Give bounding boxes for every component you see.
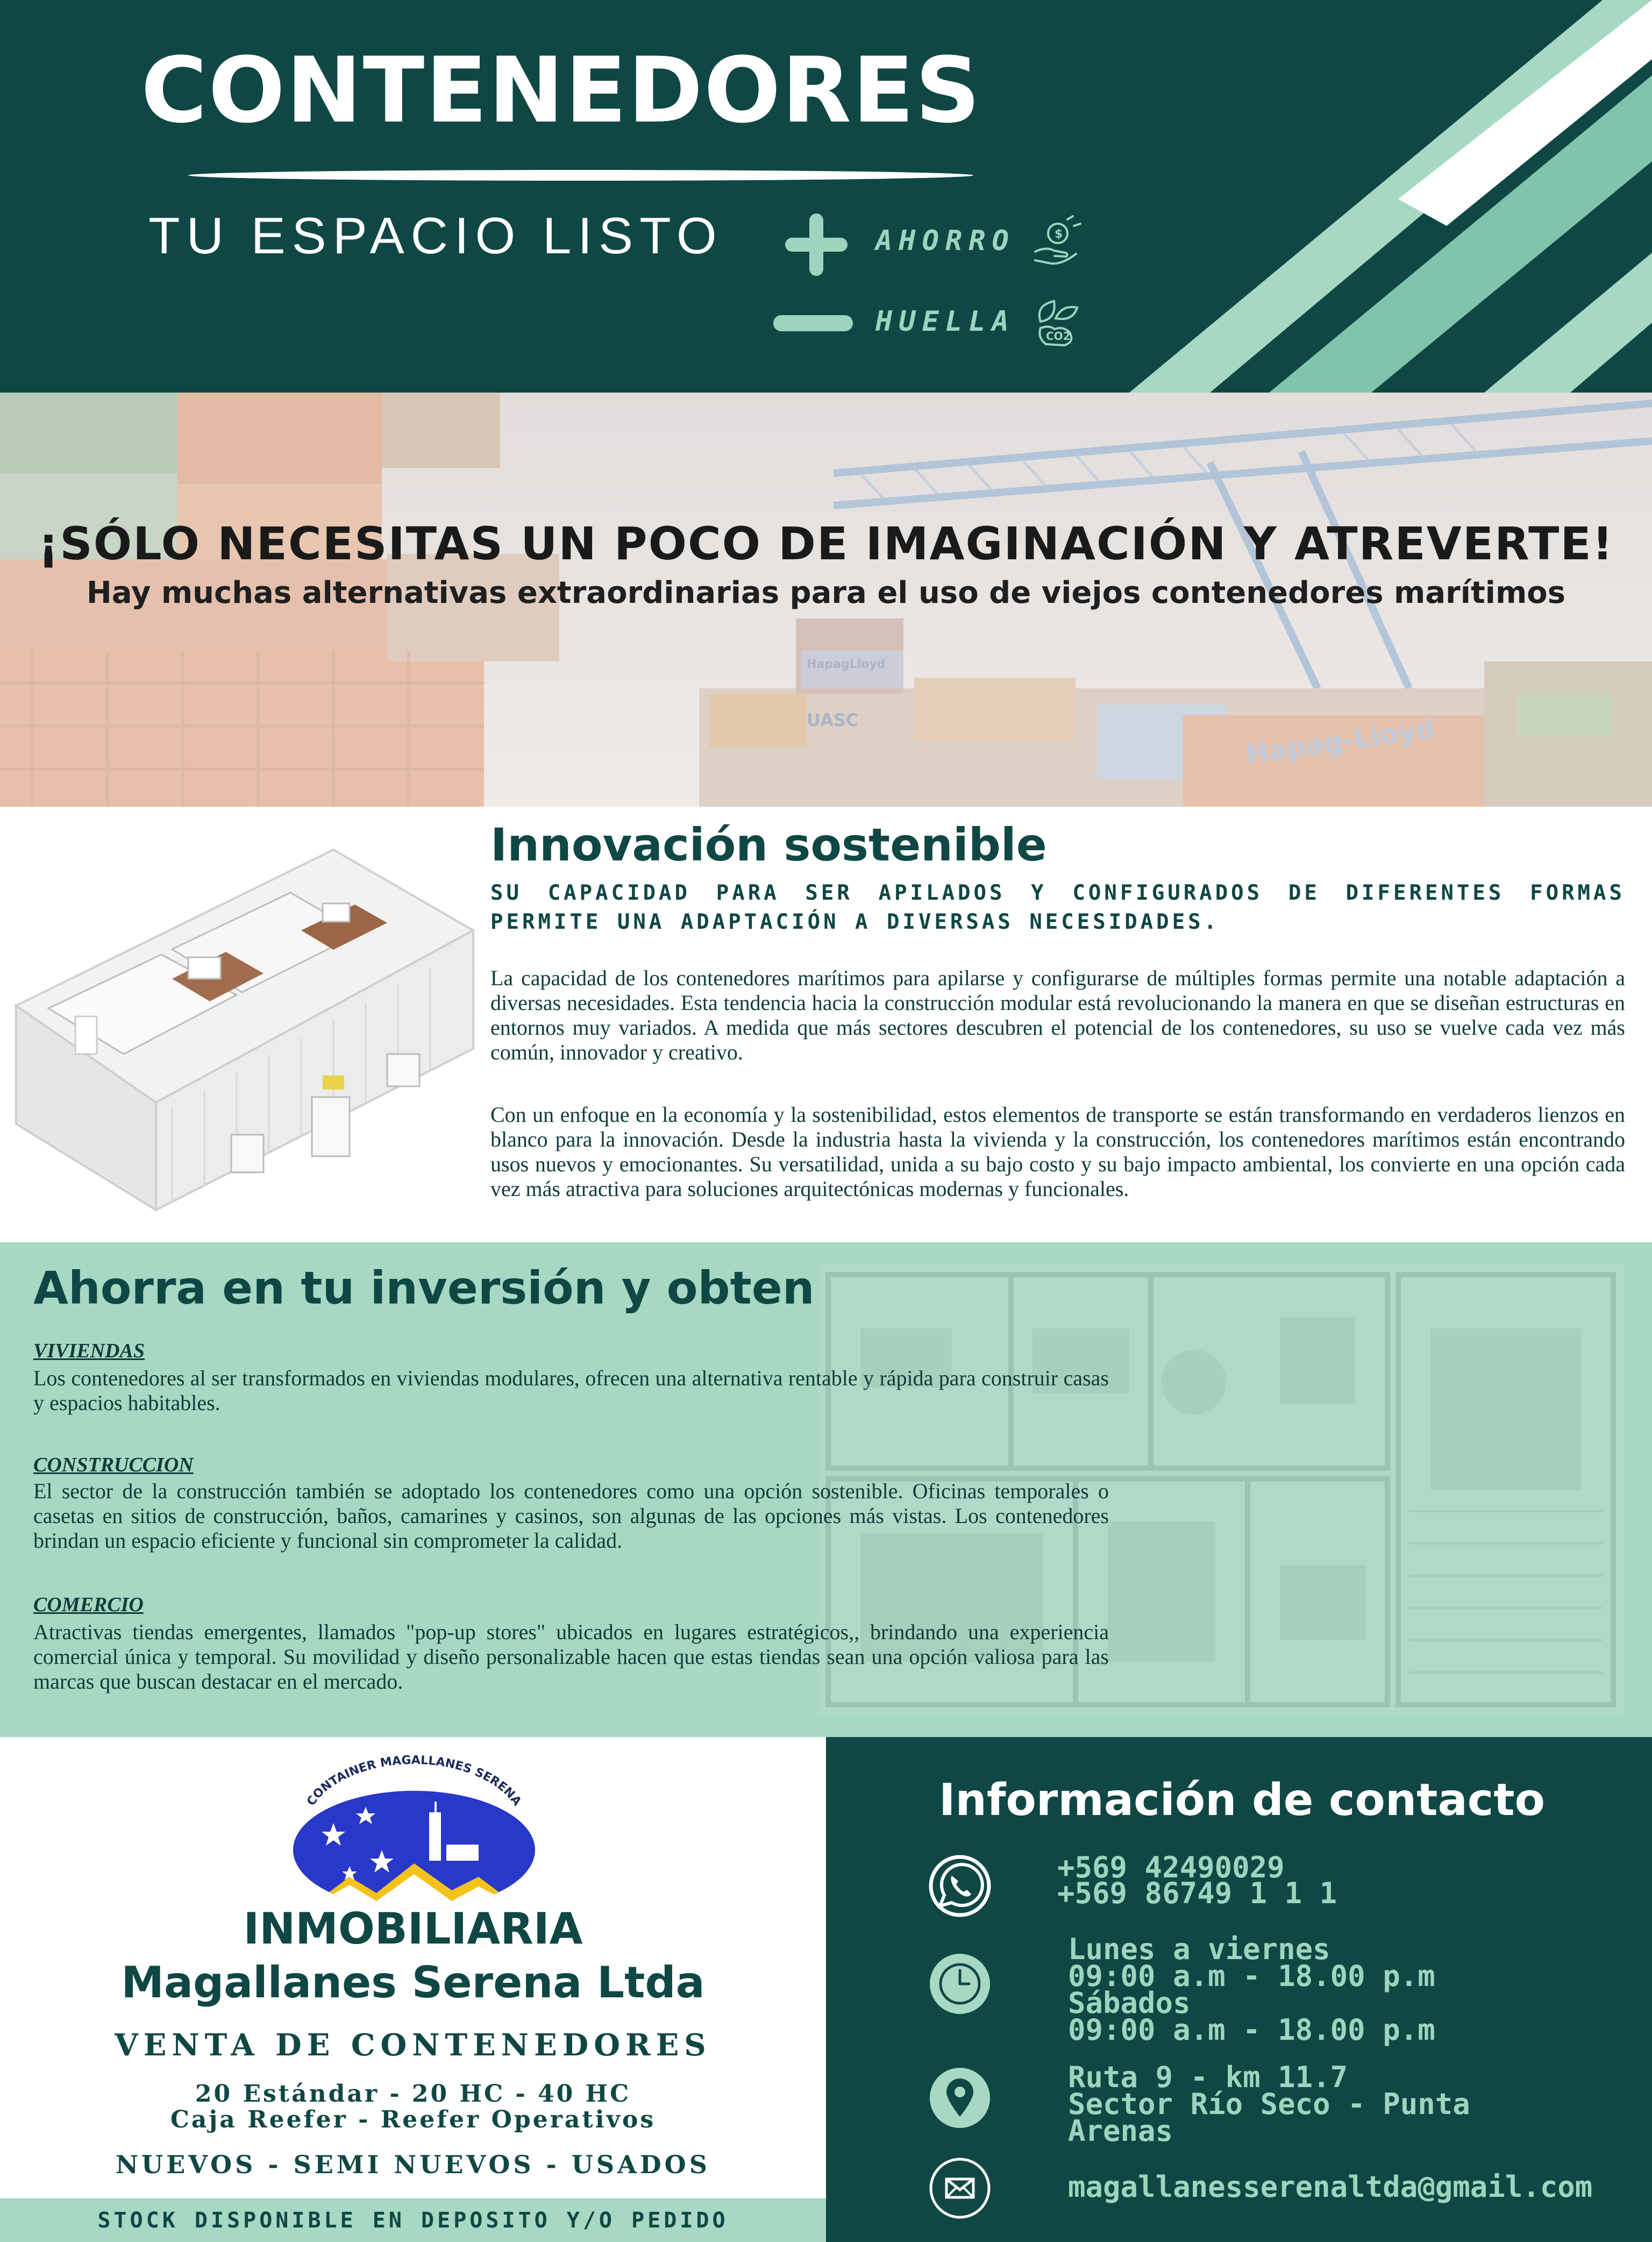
ahorro-label: AHORRO bbox=[875, 225, 1015, 257]
viviendas-heading: VIVIENDAS bbox=[33, 1340, 145, 1362]
stock-bar bbox=[0, 2198, 826, 2242]
title-underline bbox=[188, 170, 973, 181]
stock-text: STOCK DISPONIBLE EN DEPOSITO Y/O PEDIDO bbox=[97, 2208, 729, 2233]
co2-leaf-icon bbox=[1030, 295, 1084, 348]
page-subtitle: TU ESPACIO LISTO bbox=[148, 207, 723, 265]
plus-icon-vertical bbox=[809, 213, 823, 276]
huella-label: HUELLA bbox=[875, 305, 1015, 338]
banner-headline: ¡SÓLO NECESITAS UN POCO DE IMAGINACIÓN Y ATREVERTE! bbox=[38, 517, 1614, 570]
container-conditions: NUEVOS - SEMI NUEVOS - USADOS bbox=[116, 2150, 710, 2179]
sales-heading: VENTA DE CONTENEDORES bbox=[115, 2027, 711, 2063]
weekday-label: Lunes a viernes bbox=[1068, 1932, 1330, 1966]
banner-subline: Hay muchas alternativas extraordinarias para el uso de viejos contenedores marítimos bbox=[86, 575, 1566, 610]
address-line-2: Sector Río Seco - Punta bbox=[1068, 2087, 1470, 2121]
comercio-text: Atractivas tiendas emergentes, llamados "pop-up stores" ubicados en lugares estratégicos,, brindando una experiencia comercial única y temporal. Su movilidad y diseño personalizable hacen que estas tiendas sean una opción valiosa para las marcas que buscan destacar en el mercado. bbox=[33, 1620, 1109, 1693]
header-band bbox=[0, 0, 1652, 393]
innovation-title: Innovación sostenible bbox=[490, 818, 1047, 871]
innovation-paragraph: La capacidad de los contenedores marítimos para apilarse y configurarse de múltiples formas permite una notable adaptación a diversas necesidades. Esta tendencia hacia la construcción modular está revolucionando la manera en que se diseñan estructuras en entornos muy variados. A medida que más sectores descubren el potencial de los contenedores, su uso se vuelve cada vez más común, innovador y creativo. bbox=[490, 966, 1625, 1064]
logo-arc-text: CONTAINER MAGALLANES SERENA bbox=[304, 1753, 524, 1809]
container-types-line-1: 20 Estándar - 20 HC - 40 HC bbox=[195, 2080, 631, 2108]
page-title: CONTENEDORES bbox=[141, 38, 981, 143]
weekday-hours: 09:00 a.m - 18.00 p.m bbox=[1068, 1959, 1435, 1993]
svg-text:$: $ bbox=[1055, 227, 1063, 241]
company-name-line-2: Magallanes Serena Ltda bbox=[121, 1958, 705, 2008]
address-line-3: Arenas bbox=[1068, 2114, 1173, 2148]
innovation-paragraph: Con un enfoque en la economía y la sostenibilidad, estos elementos de transporte se están transformando en verdaderos lienzos en blanco para la innovación. Desde la industria hasta la vivienda y la construcción, los contenedores marítimos están encontrando usos nuevos y emocionantes. Su versatilidad, unida a su bajo costo y su bajo impacto ambiental, los convierte en una opción cada vez más atractiva para soluciones arquitectónicas modernas y funcionales. bbox=[490, 1102, 1625, 1201]
construccion-heading: CONSTRUCCION bbox=[33, 1454, 194, 1476]
company-panel bbox=[0, 1737, 826, 2242]
savings-title: Ahorra en tu inversión y obten bbox=[33, 1262, 815, 1314]
saturday-hours: 09:00 a.m - 18.00 p.m bbox=[1068, 2013, 1435, 2047]
phone-link-2[interactable]: +569 86749 1 1 1 bbox=[1057, 1876, 1337, 1910]
contact-title: Información de contacto bbox=[939, 1775, 1545, 1826]
address-line-1: Ruta 9 - km 11.7 bbox=[1068, 2060, 1348, 2094]
savings-section bbox=[0, 1242, 1652, 1737]
brand-hapaglloyd-small: HapagLloyd bbox=[807, 658, 886, 671]
hero-banner bbox=[0, 393, 1652, 807]
innovation-subtitle: SU CAPACIDAD PARA SER APILADOS Y CONFIGURADOS DE DIFERENTES FORMAS PERMITE UNA ADAPTACIÓN A DIVERSAS NECESIDADES. bbox=[490, 881, 1625, 934]
location-pin-icon bbox=[928, 2066, 992, 2130]
contact-panel bbox=[826, 1737, 1652, 2242]
phone-icon bbox=[928, 1854, 992, 1918]
company-name-line-1: INMOBILIARIA bbox=[243, 1904, 583, 1954]
company-logo bbox=[285, 1748, 543, 1909]
mail-icon bbox=[928, 2156, 992, 2220]
container-types-line-2: Caja Reefer - Reefer Operativos bbox=[170, 2106, 656, 2133]
clock-icon bbox=[928, 1952, 992, 2016]
construccion-text: El sector de la construcción también se adoptado los contenedores como una opción sostenible. Oficinas temporales o casetas en sitios de construcción, baños, camarines y casinos, son algunas de las opciones más vistas. Los contenedores brindan un espacio eficiente y funcional sin comprometer la calidad. bbox=[33, 1479, 1109, 1553]
email-link[interactable]: magallanesserenaltda@gmail.com bbox=[1068, 2170, 1593, 2204]
brand-uasc: UASC bbox=[807, 710, 859, 730]
saturday-label: Sábados bbox=[1068, 1986, 1191, 2020]
comercio-heading: COMERCIO bbox=[33, 1593, 144, 1616]
viviendas-text: Los contenedores al ser transformados en viviendas modulares, ofrecen una alternativa rentable y rápida para construir casas y espacios habitables. bbox=[33, 1366, 1109, 1415]
innovation-section bbox=[0, 807, 1652, 1242]
brand-hapag-lloyd: Hapag-Lloyd bbox=[1244, 713, 1437, 770]
modular-container-render bbox=[11, 823, 479, 1221]
phone-link-1[interactable]: +569 42490029 bbox=[1057, 1850, 1285, 1884]
co2-text: CO2 bbox=[1046, 330, 1071, 343]
minus-icon bbox=[773, 315, 853, 331]
money-hand-icon bbox=[1030, 214, 1084, 268]
